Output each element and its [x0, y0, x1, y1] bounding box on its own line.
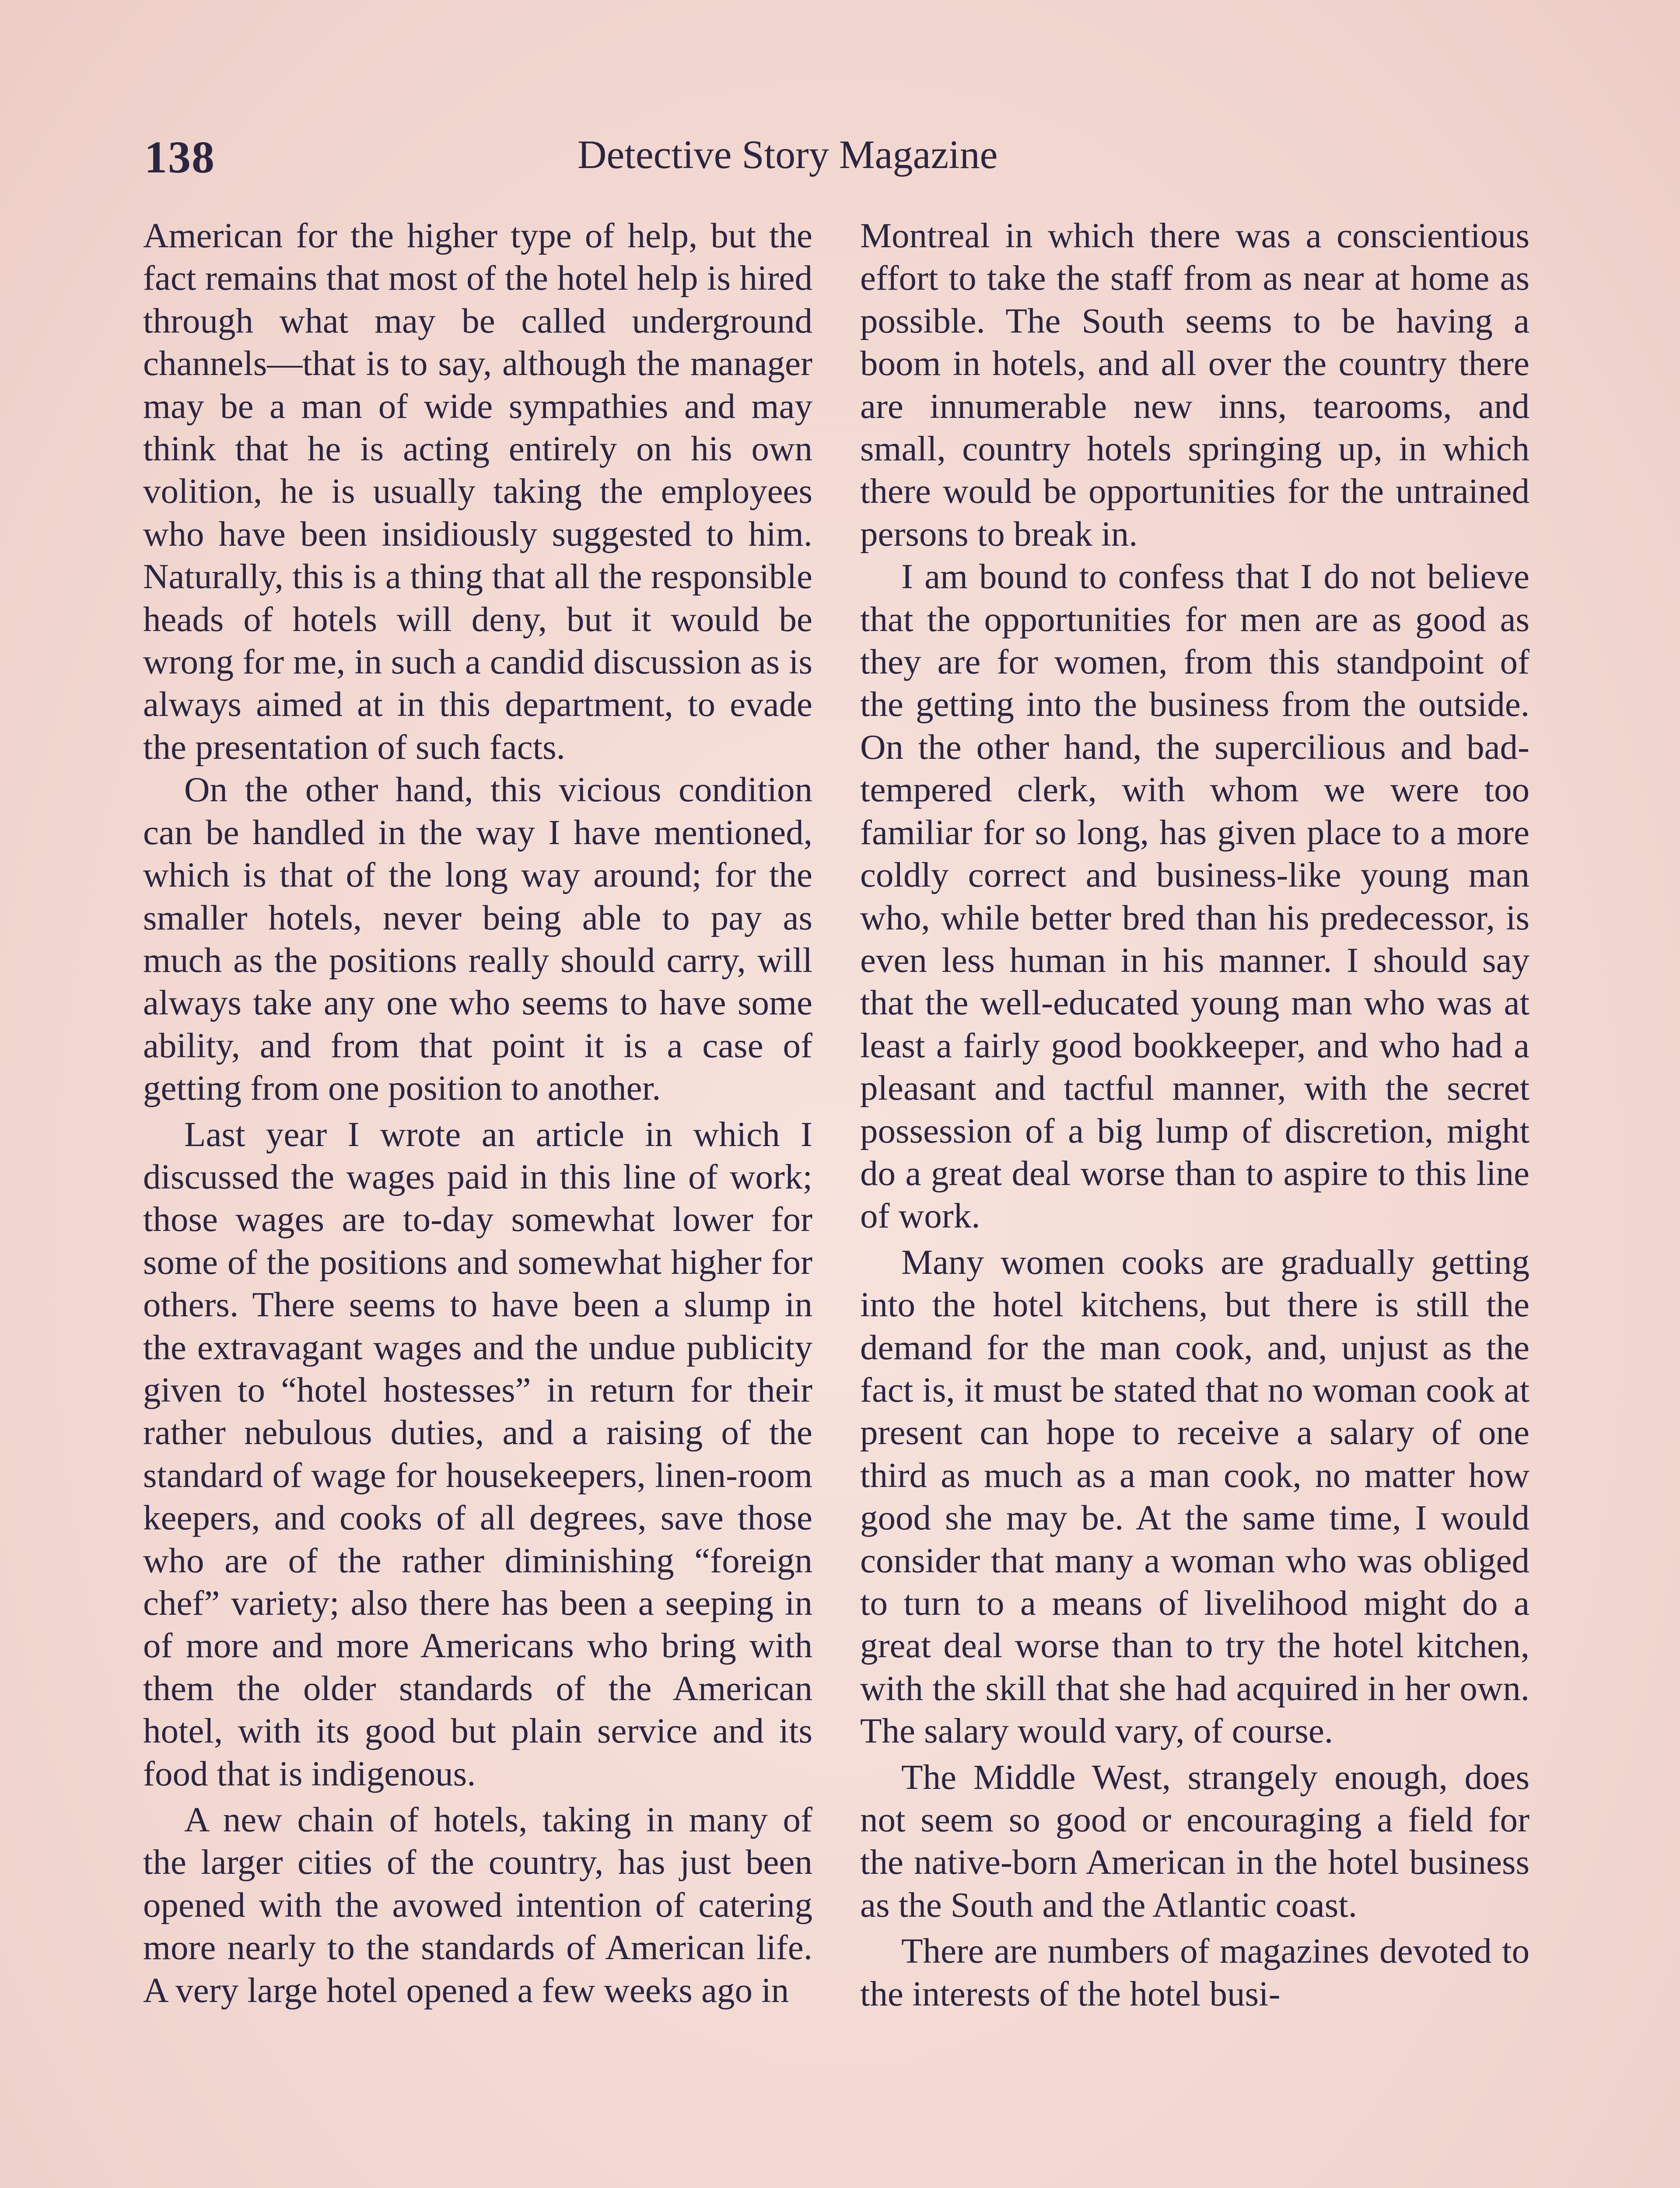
page-number: 138 — [144, 132, 215, 182]
paragraph: I am bound to confess that I do not believe that the opportunities for men are as good as they are for women, from this standpoint of the getting into the business from the outside. On the other hand, the supercilious and bad-tempered clerk, with whom we were too familiar for so long, has given place to a more coldly correct and business-like young man who, while better bred than his predecessor, is even less human in his manner. I should say that the well-educated young man who was at least a fairly good bookkeeper, and who had a pleasant and tactful manner, with the secret possession of a big lump of discretion, might do a great deal worse than to aspire to this line of work. — [860, 557, 1530, 1236]
paragraph: Many women cooks are gradually getting into the hotel kitchens, but there is still the demand for the man cook, and, unjust as the fact is, it must be stated that no woman cook at present can hope to receive a salary of one third as much as a man cook, no matter how good she may be. At the same time, I would consider that many a woman who was obliged to turn to a means of livelihood might do a great deal worse than to try the hotel kitchen, with the skill that she had acquired in her own. The salary would vary, of course. — [860, 1242, 1530, 1751]
right-column — [860, 214, 1530, 2015]
paragraph: Last year I wrote an article in which I discussed the wages paid in this line of work; those wages are to-day somewhat lower for some of the positions and somewhat higher for others. There seems to have been a slump in the extravagant wages and the undue publicity given to “hotel hostesses” in return for their rather nebulous duties, and a raising of the standard of wage for housekeepers, linen-room keepers, and cooks of all degrees, save those who are of the rather diminishing “foreign chef” variety; also there has been a seeping in of more and more Americans who bring with them the older standards of the American hotel, with its good but plain service and its food that is indigenous. — [143, 1114, 812, 1793]
paragraph: There are numbers of magazines devoted to the interests of the hotel busi- — [860, 1931, 1530, 2013]
running-title: Detective Story Magazine — [578, 132, 998, 177]
paragraph: A new chain of hotels, taking in many of the larger cities of the country, has just been opened with the avowed intention of catering more nearly to the standards of American life. A very large hotel opened a few weeks ago in — [143, 1800, 812, 2010]
paragraph: The Middle West, strangely enough, does not seem so good or encouraging a field for the native-born American in the hotel business as the South and the Atlantic coast. — [860, 1757, 1530, 1925]
left-column — [143, 214, 812, 2012]
paragraph: American for the higher type of help, but the fact remains that most of the hotel help is hired through what may be called underground channels—that is to say, although the manager may be a man of wide sympathies and may think that he is acting entirely on his own volition, he is usually taking the employees who have been insidiously suggested to him. Naturally, this is a thing that all the responsible heads of hotels will deny, but it would be wrong for me, in such a candid discussion as is always aimed at in this department, to evade the presentation of such facts. — [143, 216, 812, 767]
page-header — [144, 123, 1111, 188]
paragraph: Montreal in which there was a conscientious effort to take the staff from as near at home as possible. The South seems to be having a boom in hotels, and all over the country there are innumerable new inns, tearooms, and small, country hotels springing up, in which there would be opportunities for the untrained persons to break in. — [860, 216, 1530, 554]
paragraph: On the other hand, this vicious condition can be handled in the way I have mentioned, which is that of the long way around; for the smaller hotels, never being able to pay as much as the positions really should carry, will always take any one who seems to have some ability, and from that point it is a case of getting from one position to another. — [143, 770, 812, 1108]
